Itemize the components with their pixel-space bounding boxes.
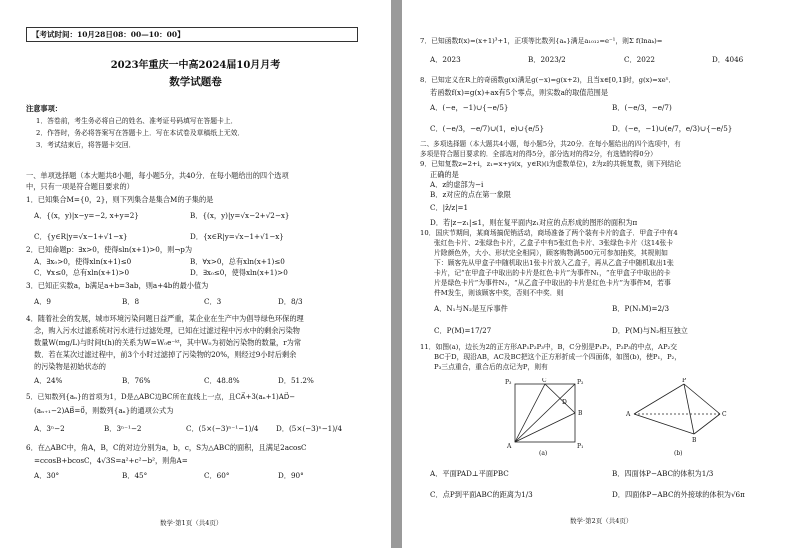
q7-option-c: C．2022 bbox=[624, 55, 655, 64]
edge-bc bbox=[694, 414, 720, 434]
q8-option-c: C．(−e/3，−e/7)∪(1，e)∪{e/5} bbox=[430, 124, 545, 133]
notice-item: 3．考试结束后，将答题卡交回． bbox=[36, 141, 136, 149]
q9-option-d: D．若|z−z₁|≤1，则在复平面内z₁对应的点形成的图形的面积为π bbox=[430, 218, 638, 227]
caption-a: (a) bbox=[539, 450, 548, 457]
question-6-cont: =ccosB+bcosC，4√3S=a²+c²−b²，则角A= bbox=[34, 456, 188, 465]
exam-time-box bbox=[26, 27, 358, 42]
question-10-cont: 张红色卡片、2张绿色卡片，乙盒子中有5张红色卡片、3张绿色卡片（这14张卡 bbox=[434, 239, 674, 247]
question-8: 8．已知定义在R上的奇函数g(x)满足g(−x)=g(x+2)，且当x∈[0,1]时，g(x)=xeˣ． bbox=[420, 76, 676, 84]
question-10: 10．国庆节期间，某商场搞促销活动，商场准备了两个装有卡片的盒子．甲盒子中有4 bbox=[420, 229, 678, 237]
question-4: 4．随着社会的发展，城市环境污染问题日益严重，某企业在生产中为倡导绿色环保的理 bbox=[26, 314, 304, 323]
q11-option-a: A．平面PAD⊥平面PBC bbox=[430, 469, 509, 478]
q4-option-c: C．48.8% bbox=[204, 376, 240, 385]
edge-ap bbox=[634, 384, 684, 414]
q2-option-d: D．∃x₀≤0，使得xln(x+1)>0 bbox=[190, 268, 288, 277]
section-2-heading-cont: 多项是符合题目要求的．全部选对的得5分，部分选对的得2分，有选错的得0分） bbox=[420, 150, 657, 158]
figure-b bbox=[624, 378, 734, 458]
question-10-cont: 卡片，记“在甲盒子中取出的卡片是红色卡片”为事件N₁，“在甲盒子中取出的卡 bbox=[434, 269, 671, 277]
q4-option-b: B．76% bbox=[122, 376, 151, 385]
exam-title: 2023年重庆一中高2024届10月月考 bbox=[110, 60, 281, 71]
notice-item: 1．答卷前，考生务必将自己的姓名、准考证号码填写在答题卡上． bbox=[36, 117, 238, 125]
q2-option-c: C．∀x≤0，总有xln(x+1)>0 bbox=[34, 268, 130, 277]
question-9: 9．已知复数z=2+i，z₁=x+yi(x，y∈R)(i为虚数单位)，z̄为z的共轭复数，则下列结论 bbox=[420, 160, 682, 168]
q1-option-d: D．{x∈R|y=√x−1+√1−x} bbox=[190, 232, 284, 241]
q7-option-d: D．4046 bbox=[712, 55, 744, 64]
label-c: C bbox=[722, 411, 727, 418]
caption-b: (b) bbox=[674, 450, 683, 457]
question-11: 11．如图(a)，边长为2的正方形AP₁P₂P₃中，B，C分别是P₁P₂，P₂P₃的中点，AP₂交 bbox=[420, 343, 678, 351]
figure-a bbox=[497, 378, 587, 458]
section-1-heading: 一、单项选择题（本大题共8小题，每小题5分，共40分．在每小题给出的四个选项 bbox=[26, 171, 289, 180]
question-10-cont: 片是绿色卡片”为事件N₂，“从乙盒子中取出的卡片是红色卡片”为事件M，若事 bbox=[434, 279, 671, 287]
q10-option-b: B．P(N₁M)=2/3 bbox=[612, 304, 670, 313]
question-2: 2．已知命题p：∃x>0，使得sln(x+1)>0，则¬p为 bbox=[26, 245, 193, 254]
label-p1: P₁ bbox=[577, 443, 584, 450]
q5-option-d: D．(5×(−3)ⁿ−1)/4 bbox=[276, 424, 343, 433]
question-11-cont: BC于D，现沿AB，AC及BC把这个正方形折成一个四面体，如图(b)，使P₁，P₂， bbox=[434, 353, 682, 361]
label-p3: P₃ bbox=[505, 379, 512, 386]
section-2-heading: 二、多项选择题（本大题共4小题，每小题5分，共20分．在每小题给出的四个选项中，有 bbox=[420, 140, 681, 148]
q3-option-a: A．9 bbox=[34, 297, 51, 306]
label-p: P bbox=[682, 378, 687, 384]
q6-option-a: A．30° bbox=[34, 471, 60, 480]
question-4-cont: 数．若在某次过滤过程中，前3个小时过滤掉了污染物的20%，则经过9小时后剩余 bbox=[34, 350, 297, 359]
q11-option-b: B．四面体P−ABC的体积为1/3 bbox=[612, 469, 714, 478]
q2-option-a: A．∃x₀>0，使得xln(x+1)≤0 bbox=[34, 257, 132, 266]
q1-option-b: B．{(x，y)|y=√x−2+√2−x} bbox=[190, 211, 290, 220]
label-b: B bbox=[578, 410, 583, 417]
question-4-cont: 的污染物是初始状态的 bbox=[34, 362, 106, 371]
question-4-cont: 数量W(mg/L)与时间t(h)的关系为W=W₀e⁻ᵏᵗ，其中W₀为初始污染物的数量，r为常 bbox=[34, 338, 302, 347]
q6-option-d: D．90° bbox=[278, 471, 304, 480]
question-8-cont: 若函数f(x)=g(x)+ax有5个零点，则实数a的取值范围是 bbox=[430, 88, 609, 97]
question-10-cont: 件M发生，则该顾客中奖，否则不中奖．则 bbox=[434, 289, 564, 297]
notice-item: 2．作答时，务必将答案写在答题卡上．写在本试卷及草稿纸上无效． bbox=[36, 129, 245, 137]
q8-option-d: D．(−e，−1)∪(e/7，e/3)∪{−e/5} bbox=[612, 124, 733, 133]
q7-option-b: B．2023/2 bbox=[528, 55, 566, 64]
notice-title: 注意事项： bbox=[26, 104, 62, 113]
label-c: C bbox=[542, 378, 547, 384]
question-3: 3．已知正实数a，b满足a+b=3ab，则a+4b的最小值为 bbox=[26, 281, 209, 290]
segment-ac bbox=[515, 384, 545, 442]
q3-option-d: D．8/3 bbox=[278, 297, 303, 306]
question-10-cont: 片除颜色外，大小、形状完全相同），顾客购物满500元可参加抽奖，其规则如 bbox=[434, 249, 668, 257]
q4-option-a: A．24% bbox=[34, 376, 63, 385]
question-7: 7．已知函数f(x)=(x+1)³+1，正项等比数列{aₙ}满足a₁₀₁₂=e⁻¹，则Σ f(lnaₖ)= bbox=[420, 37, 663, 45]
segment-ab bbox=[515, 413, 575, 442]
label-a: A bbox=[507, 443, 512, 450]
q11-option-d: D．四面体P−ABC的外接球的体积为√6π bbox=[612, 490, 745, 499]
question-5: 5．已知数列{aₙ}的首项为1，D是△ABC边BC所在直线上一点，且CA⃗+3(aₙ+1)AD⃗− bbox=[26, 393, 296, 401]
q6-option-c: C．60° bbox=[204, 471, 230, 480]
question-1: 1．已知集合M={0，2}，则下列集合是集合M的子集的是 bbox=[26, 195, 214, 204]
q6-option-b: B．45° bbox=[122, 471, 148, 480]
question-4-cont: 念，购入污水过滤系统对污水进行过滤处理，已知在过滤过程中污水中的剩余污染物 bbox=[34, 326, 300, 335]
q1-option-c: C．{y∈R|y=√x−1+√1−x} bbox=[34, 232, 128, 241]
label-d: D bbox=[562, 399, 567, 406]
label-p2: P₂ bbox=[577, 379, 584, 386]
q5-option-b: B．3ⁿ⁻¹−2 bbox=[104, 424, 142, 433]
exam-page-1 bbox=[0, 0, 391, 548]
q9-option-b: B．z对应的点在第一象限 bbox=[430, 190, 511, 199]
question-5-cont: (aₙ₊₁−2)AB⃗=0⃗，则数列{aₙ}的通项公式为 bbox=[34, 406, 174, 415]
question-10-cont: 下：顾客先从甲盒子中随机取出1张卡片放入乙盒子，再从乙盒子中随机取出1张 bbox=[434, 259, 674, 267]
question-9-cont: 正确的是 bbox=[430, 170, 459, 179]
section-1-heading-cont: 中，只有一项是符合题目要求的） bbox=[26, 182, 134, 191]
label-b: B bbox=[692, 437, 697, 444]
exam-page-2 bbox=[402, 0, 812, 548]
label-a: A bbox=[626, 411, 631, 418]
q10-option-a: A．N₁与N₂是互斥事件 bbox=[434, 304, 508, 313]
q11-option-c: C．点P到平面ABC的距离为1/3 bbox=[430, 490, 533, 499]
edge-ab bbox=[634, 414, 694, 434]
q1-option-a: A．{(x，y)|x−y=−2, x+y=2} bbox=[34, 211, 139, 220]
question-11-cont: P₃三点重合，重合后的点记为P，则有 bbox=[434, 363, 548, 371]
q10-option-c: C．P(M)=17/27 bbox=[434, 326, 492, 335]
q5-option-c: C．(5×(−3)ⁿ⁻¹−1)/4 bbox=[186, 424, 259, 433]
q5-option-a: A．3ⁿ−2 bbox=[34, 424, 65, 433]
q3-option-b: B．8 bbox=[122, 297, 140, 306]
q3-option-c: C．3 bbox=[204, 297, 222, 306]
q9-option-c: C．|z̄/z|=1 bbox=[430, 203, 469, 212]
q4-option-d: D．51.2% bbox=[278, 376, 314, 385]
q8-option-a: A．(−e，−1)∪{−e/5} bbox=[430, 103, 509, 112]
q7-option-a: A．2023 bbox=[430, 55, 461, 64]
q9-option-a: A．z的虚部为−i bbox=[430, 180, 484, 189]
diagonal-ap2 bbox=[515, 384, 575, 442]
q10-option-d: D．P(M)与N₂相互独立 bbox=[612, 326, 688, 335]
q8-option-b: B．(−e/3，−e/7) bbox=[612, 103, 672, 112]
exam-time: 【考试时间：10月28日08：00—10：00】 bbox=[32, 30, 185, 39]
question-6: 6．在△ABC中，角A，B，C的对边分别为a，b，c，S为△ABC的面积，且满足2acosC bbox=[26, 443, 307, 452]
q2-option-b: B．∀x>0，总有xln(x+1)≤0 bbox=[190, 257, 285, 266]
page-2-footer: 数学·第2页（共4页） bbox=[570, 517, 633, 525]
page-1-footer: 数学·第1页（共4页） bbox=[160, 519, 223, 527]
exam-subtitle: 数学试题卷 bbox=[169, 76, 222, 88]
